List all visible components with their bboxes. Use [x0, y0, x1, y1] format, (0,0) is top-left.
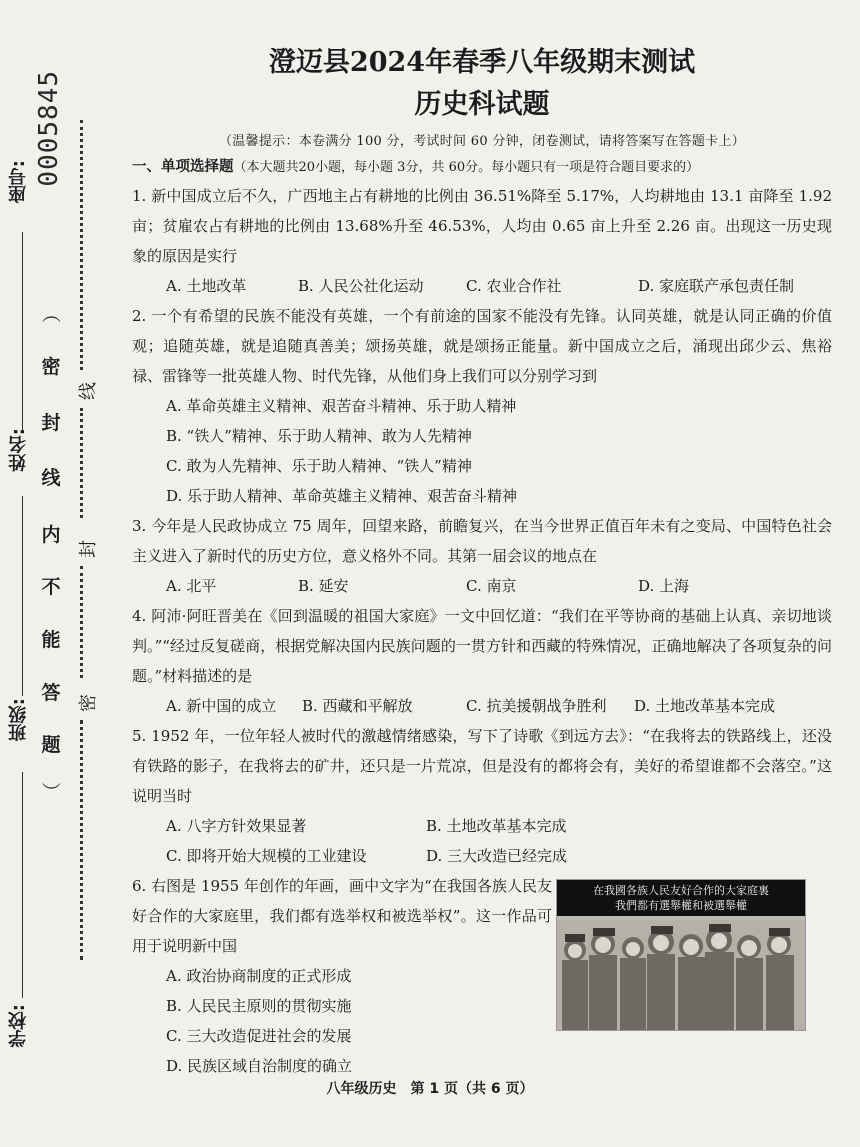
seal-side-char: 线: [78, 382, 99, 400]
option: C. 即将开始大规模的工业建设: [166, 847, 367, 865]
option: B. 土地改革基本完成: [426, 817, 567, 835]
question-options: [132, 571, 832, 601]
seal-side-char: 封: [78, 540, 99, 558]
name-label: 姓名:: [8, 428, 29, 472]
seal-char: 题: [41, 734, 61, 756]
section-note: （本大题共20小题，每小题 3分，共 60分。每小题只有一项是符合题目要求的）: [233, 160, 700, 175]
question-stem: 5. 1952 年，一位年轻人被时代的激越情绪感染，写下了诗歌《到远方去》：“在我将去的铁路线上，还没有铁路的影子，在我将去的矿井，还只是一片荒凉，但是没有的都将会有，美好的希望谁都不会落空。”这说明当时: [132, 727, 832, 805]
seal-char: ）: [41, 304, 64, 324]
section-title: 一、单项选择题: [132, 159, 234, 175]
question-6-block: [132, 871, 832, 1081]
school-label: 学校:: [8, 1004, 29, 1048]
option: D. 三大改造已经完成: [426, 847, 568, 865]
exam-title: 澄迈县2024年春季八年级期末测试: [268, 47, 696, 78]
class-line: [22, 772, 23, 998]
seat-number: 0005845: [34, 70, 64, 187]
option: C. 三大改造促进社会的发展: [166, 1027, 352, 1045]
seal-char: 答: [41, 682, 61, 704]
poster-caption-line: 我們都有選舉權和被選舉權: [615, 899, 747, 912]
option: C. 农业合作社: [466, 277, 562, 295]
page-footer: 八年级历史 第 1 页（共 6 页）: [326, 1081, 534, 1097]
question-options: [132, 271, 832, 301]
seal-char: 线: [41, 467, 61, 489]
option: A. 革命英雄主义精神、艰苦奋斗精神、乐于助人精神: [166, 397, 517, 415]
option: A. 新中国的成立: [166, 697, 277, 715]
seal-char: 密: [41, 356, 61, 378]
question-stem: 1. 新中国成立后不久，广西地主占有耕地的比例由 36.51%降至 5.17%，人均耕地由 13.1 亩降至 1.92 亩；贫雇农占有耕地的比例由 13.68%升至 46.53%，人均由 0.65 亩上升至 2.26 亩。出现这一历史现象的原因是实行: [132, 187, 832, 265]
seal-char: 能: [41, 629, 61, 651]
question-stem: 4. 阿沛·阿旺晋美在《回到温暖的祖国大家庭》一文中回忆道：“我们在平等协商的基础上认真、亲切地谈判。”“经过反复磋商，根据党解决国内民族问题的一贯方针和西藏的特殊情况，正确地解决了各项复杂的问题。”材料描述的是: [132, 607, 832, 685]
question-stem: 3. 今年是人民政协成立 75 周年，回望来路，前瞻复兴，在当今世界正值百年未有之变局、中国特色社会主义进入了新时代的历史方位，意义格外不同。其第一届会议的地点在: [132, 517, 832, 565]
exam-subtitle: 历史科试题: [414, 89, 550, 120]
poster-caption: [557, 880, 805, 916]
option: B. 西藏和平解放: [302, 697, 413, 715]
option: D. 家庭联产承包责任制: [638, 277, 795, 295]
name-line: [22, 496, 23, 696]
seat-line: [22, 232, 23, 432]
binding-margin: [0, 0, 100, 1147]
seat-label: 座号:: [8, 160, 29, 204]
seal-dotted-line: [80, 566, 83, 678]
option: D. 土地改革基本完成: [634, 697, 776, 715]
option: B. “铁人”精神、乐于助人精神、敢为人先精神: [166, 427, 472, 445]
exam-content: [132, 42, 832, 1081]
option: D. 民族区域自治制度的确立: [166, 1057, 353, 1075]
seal-char: 内: [41, 524, 61, 546]
seal-side-char: 密: [78, 694, 99, 712]
option: D. 上海: [638, 577, 690, 595]
question-6-text: [132, 871, 552, 1081]
poster-people-illustration: [557, 920, 805, 1030]
option: A. 政治协商制度的正式形成: [166, 967, 352, 985]
class-label: 班级:: [8, 698, 29, 742]
option: B. 人民民主原则的贯彻实施: [166, 997, 352, 1015]
option: A. 土地改革: [166, 277, 247, 295]
exam-hint: （温馨提示：本卷满分 100 分，考试时间 60 分钟，闭卷测试，请将答案写在答题卡上）: [218, 134, 746, 149]
option: A. 八字方针效果显著: [166, 817, 307, 835]
seal-dotted-line: [80, 408, 83, 518]
seal-dotted-line: [80, 120, 83, 370]
option: A. 北平: [166, 577, 217, 595]
option: D. 乐于助人精神、革命英雄主义精神、艰苦奋斗精神: [166, 487, 518, 505]
seal-char: 封: [41, 412, 61, 434]
seal-dotted-line: [80, 720, 83, 960]
option: C. 南京: [466, 577, 517, 595]
question-options: [132, 691, 832, 721]
option: C. 抗美援朝战争胜利: [466, 697, 607, 715]
option: C. 敢为人先精神、乐于助人精神、“铁人”精神: [166, 457, 472, 475]
poster-caption-line: 在我國各族人民友好合作的大家庭裏: [593, 884, 769, 897]
question-options: [132, 811, 832, 841]
question-stem: 2. 一个有希望的民族不能没有英雄，一个有前途的国家不能没有先锋。认同英雄，就是认同正确的价值观；追随英雄，就是追随真善美；颂扬英雄，就是颂扬正能量。新中国成立之后，涌现出邱少云、焦裕禄、雷锋等一批英雄人物、时代先锋，从他们身上我们可以分别学习到: [132, 307, 832, 385]
section-header: [132, 154, 832, 181]
seal-char: （: [41, 782, 64, 802]
option: B. 延安: [298, 577, 349, 595]
seal-char: 不: [41, 576, 61, 598]
question-options: [132, 841, 832, 871]
new-year-poster-image: [556, 879, 806, 1031]
option: B. 人民公社化运动: [298, 277, 424, 295]
question-stem: 6. 右图是 1955 年创作的年画，画中文字为“在我国各族人民友好合作的大家庭里，我们都有选举权和被选举权”。这一作品可用于说明新中国: [132, 877, 552, 955]
